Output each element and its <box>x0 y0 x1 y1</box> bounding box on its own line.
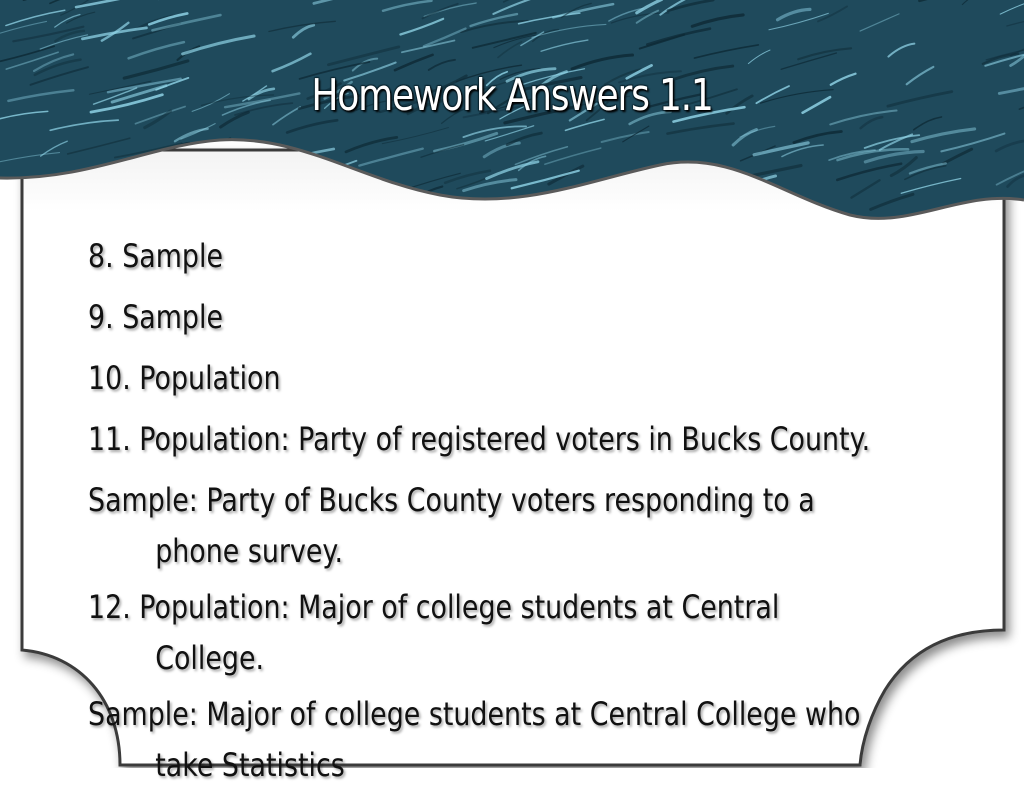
answer-line-8: 8. Sample <box>88 237 223 275</box>
answer-line-12-sample: Sample: Major of college students at Central College who take Statistics <box>88 684 894 791</box>
banner-texture-streak <box>1016 200 1024 216</box>
answer-line-9: 9. Sample <box>88 298 223 336</box>
slide-title: Homework Answers 1.1 <box>311 70 713 121</box>
line-continuation: College. <box>155 639 265 677</box>
answer-line-12: 12. Population: Major of college students at Central College. <box>88 577 894 684</box>
line-continuation: take Statistics <box>155 746 345 784</box>
line-continuation: phone survey. <box>155 532 344 570</box>
answer-line-11: 11. Population: Party of registered voters in Bucks County. <box>88 420 871 458</box>
answer-list <box>88 226 894 791</box>
answer-line-11-sample: Sample: Party of Bucks County voters responding to a phone survey. <box>88 470 894 577</box>
answer-line-10: 10. Population <box>88 359 281 397</box>
